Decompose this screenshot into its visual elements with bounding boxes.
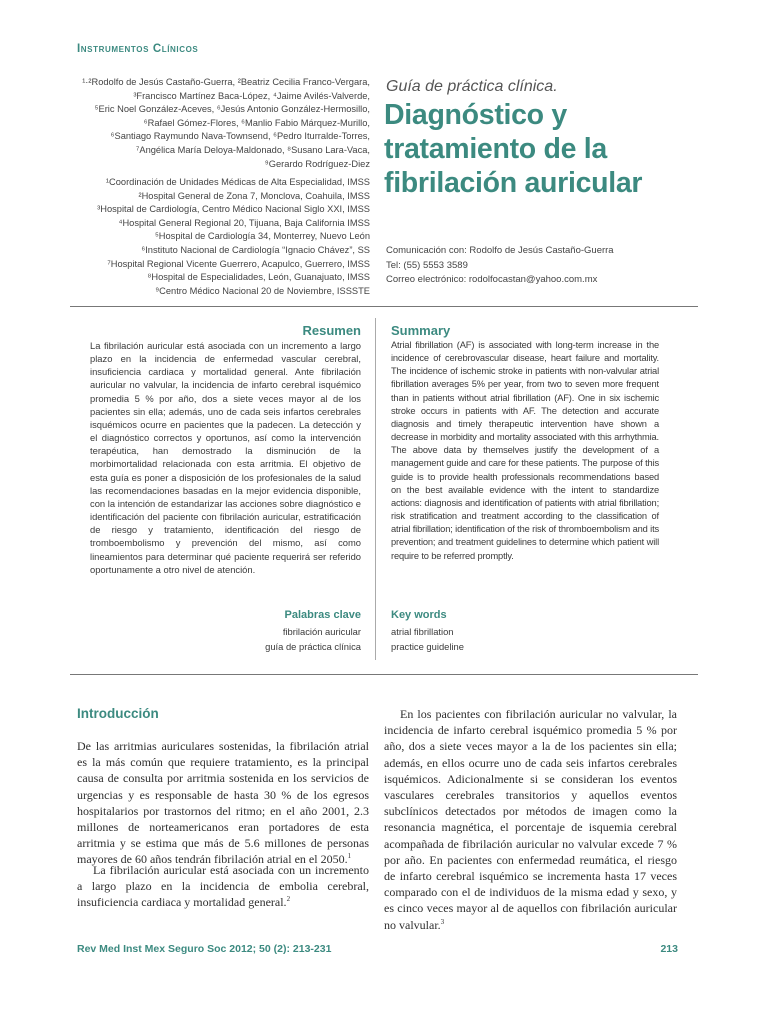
paragraph-text: La fibrilación auricular está asociada con un incremento a largo plazo en la incidencia de embolia cerebral, insuficiencia cardiaca y mortalidad general.: [77, 863, 369, 910]
summary-heading: Summary: [391, 323, 451, 338]
key-words-heading: Key words: [391, 609, 447, 621]
affiliation-line: ²Hospital General de Zona 7, Monclova, Coahuila, IMSS: [138, 190, 370, 201]
author-line: ⁵Eric Noel González-Aceves, ⁶Jesús Antonio González-Hermosillo,: [94, 104, 370, 115]
title-line: fibrilación auricular: [384, 167, 643, 199]
body-paragraph: [384, 706, 677, 933]
author-list: [40, 76, 370, 171]
contact-block: [386, 244, 614, 288]
author-line: ³Francisco Martínez Baca-López, ⁴Jaime Avilés-Valverde,: [133, 90, 370, 101]
affiliation-line: ⁷Hospital Regional Vicente Guerrero, Acapulco, Guerrero, IMSS: [107, 258, 370, 269]
keyword-en: practice guideline: [391, 640, 464, 652]
title-line: tratamiento de la: [384, 133, 607, 165]
citation-ref: 1: [347, 852, 352, 861]
footer-journal-citation: Rev Med Inst Mex Seguro Soc 2012; 50 (2): 213-231: [77, 943, 332, 955]
affiliation-line: ⁵Hospital de Cardiología 34, Monterrey, Nuevo León: [154, 231, 370, 242]
contact-phone: Tel: (55) 5553 3589: [386, 259, 468, 271]
title-line: Diagnóstico y: [384, 99, 567, 131]
author-line: ⁶Santiago Raymundo Nava-Townsend, ⁶Pedro Iturralde-Torres,: [110, 131, 370, 142]
article-subtitle: Guía de práctica clínica.: [386, 78, 558, 95]
citation-ref: 2: [286, 895, 291, 904]
affiliation-line: ¹Coordinación de Unidades Médicas de Alta Especialidad, IMSS: [105, 177, 370, 187]
resumen-heading: Resumen: [302, 323, 361, 338]
keyword-es: guía de práctica clínica: [265, 640, 361, 652]
author-line: ⁹Gerardo Rodríguez-Diez: [264, 158, 370, 169]
intro-heading: Introducción: [77, 706, 159, 721]
footer-page-number: 213: [660, 943, 678, 955]
keyword-en: atrial fibrillation: [391, 626, 454, 637]
body-paragraph: [77, 862, 369, 911]
paragraph-text: De las arritmias auriculares sostenidas, la fibrilación atrial es la más común que requiere tratamiento, es la principal causa de consulta por arritmia sostenida en los servicios de urgencias y es responsable de hasta 30 % de los egresos hospitalarios por trastornos del ritmo; en el año 2001, 2.3 millones de norteamericanos eran portadores de esta arritmia y se estima que más de 5.6 millones de personas mayores de 60 años tendrán fibrilación atrial en el 2050.: [77, 739, 369, 867]
contact-email[interactable]: Correo electrónico: rodolfocastan@yahoo.com.mx: [386, 274, 598, 286]
affiliation-line: ⁴Hospital General Regional 20, Tijuana, Baja California IMSS: [118, 217, 370, 228]
key-words-list: [391, 625, 464, 654]
keyword-es: fibrilación auricular: [282, 626, 361, 637]
citation-ref: 3: [440, 917, 445, 926]
section-label: Instrumentos Clínicos: [77, 43, 199, 55]
bottom-divider: [70, 674, 698, 675]
affiliation-line: ⁸Hospital de Especialidades, León, Guanajuato, IMSS: [147, 272, 370, 283]
palabras-clave-heading: Palabras clave: [284, 609, 361, 621]
affiliation-line: ³Hospital de Cardiología, Centro Médico Nacional Siglo XXI, IMSS: [97, 204, 370, 215]
author-line: ⁷Angélica María Deloya-Maldonado, ⁸Susano Lara-Vaca,: [136, 144, 370, 155]
affiliation-list: [40, 176, 370, 298]
author-line: ¹·²Rodolfo de Jesús Castaño-Guerra, ²Beatriz Cecilia Franco-Vergara,: [82, 77, 370, 87]
abstract-column-divider: [375, 318, 376, 660]
paragraph-text: En los pacientes con fibrilación auricular no valvular, la incidencia de infarto cerebral isquémico promedia 5 % por año, dos a siete veces mayor a la de los pacientes sin ella; además, en ellos ocurre uno de cada seis infartos cerebrales isquémicos. Adicionalmente si se consideran los eventos vasculares cerebrales transitorios y aquellos eventos subclínicos detectados por métodos de imagen como la resonancia magnética, el porcentaje de isquemia cerebral acompañada de fibrilación auricular no valvular excede 7 % por año. En pacientes con enfermedad reumática, el riesgo de infarto cerebral isquémico se incrementa hasta 17 veces comparado con el de individuos de la misma edad y sexo, y es cinco veces mayor al de aquellos con fibrilación auricular no valvular.: [384, 707, 677, 932]
affiliation-line: ⁶Instituto Nacional de Cardiología “Ignacio Chávez”, SS: [141, 244, 370, 255]
body-paragraph: [77, 738, 369, 868]
top-divider: [70, 306, 698, 307]
summary-text: Atrial fibrillation (AF) is associated with long-term increase in the incidence of cerebrovascular disease, heart failure and mortality. The incidence of ischemic stroke in patients with non-valvular atrial fibrillation averages 5% per year, from two to seven more frequent than in patients without atrial fibrillation (AF). One in six ischemic stroke occurs in patients with AF. The detection and accurate diagnosis and timely therapeutic intervention have shown a decrease in morbidity and mortality associated with this arrhythmia. The above data by themselves justify the development of a management guide and care for these patients. The purpose of this guide is to provide health professionals recommendations based on the best available evidence with the intent to standardize actions: diagnosis and identification of patients with atrial fibrillation; risk stratification and treatment according to the classification of atrial fibrillation; identification of the risk of thromboembolism and its prevention; and treatment guidelines to determine which patient will require to be referred promptly.: [391, 340, 659, 561]
contact-communication: Comunicación con: Rodolfo de Jesús Castaño-Guerra: [386, 245, 614, 256]
author-line: ⁶Rafael Gómez-Flores, ⁶Manlio Fabio Márquez-Murillo,: [143, 117, 370, 128]
affiliation-line: ⁹Centro Médico Nacional 20 de Noviembre, ISSSTE: [155, 285, 370, 296]
palabras-clave-list: [180, 625, 361, 654]
resumen-text: La fibrilación auricular está asociada con un incremento a largo plazo en la incidencia de enfermedad vascular cerebral, insuficiencia cardiaca y mortalidad general. Ante fibrilación auricular no valvular, la incidencia de infarto cerebral isquémico promedia 5 % por año, dos a siete veces mayor al de los pacientes sin ella; además, uno de cada seis infartos cerebrales isquémicos ocurre en pacientes que la padecen. La detección y el diagnóstico correctos y oportunos, así como la intervención terapéutica, han demostrado la disminución de la morbimortalidad relacionada con esta arritmia. El objetivo de esta guía es poner a disposición de los profesionales de la salud las recomendaciones basadas en la mejor evidencia disponible, con la intención de estandarizar las acciones sobre diagnóstico e identificación del paciente con fibrilación auricular, estratificación de riesgo y tratamiento, identificación del riesgo de tromboembolismo y prevención del mismo, así como lineamientos para determinar qué paciente requerirá ser referido oportunamente a otro nivel de atención.: [90, 340, 361, 575]
article-title: [384, 98, 642, 200]
